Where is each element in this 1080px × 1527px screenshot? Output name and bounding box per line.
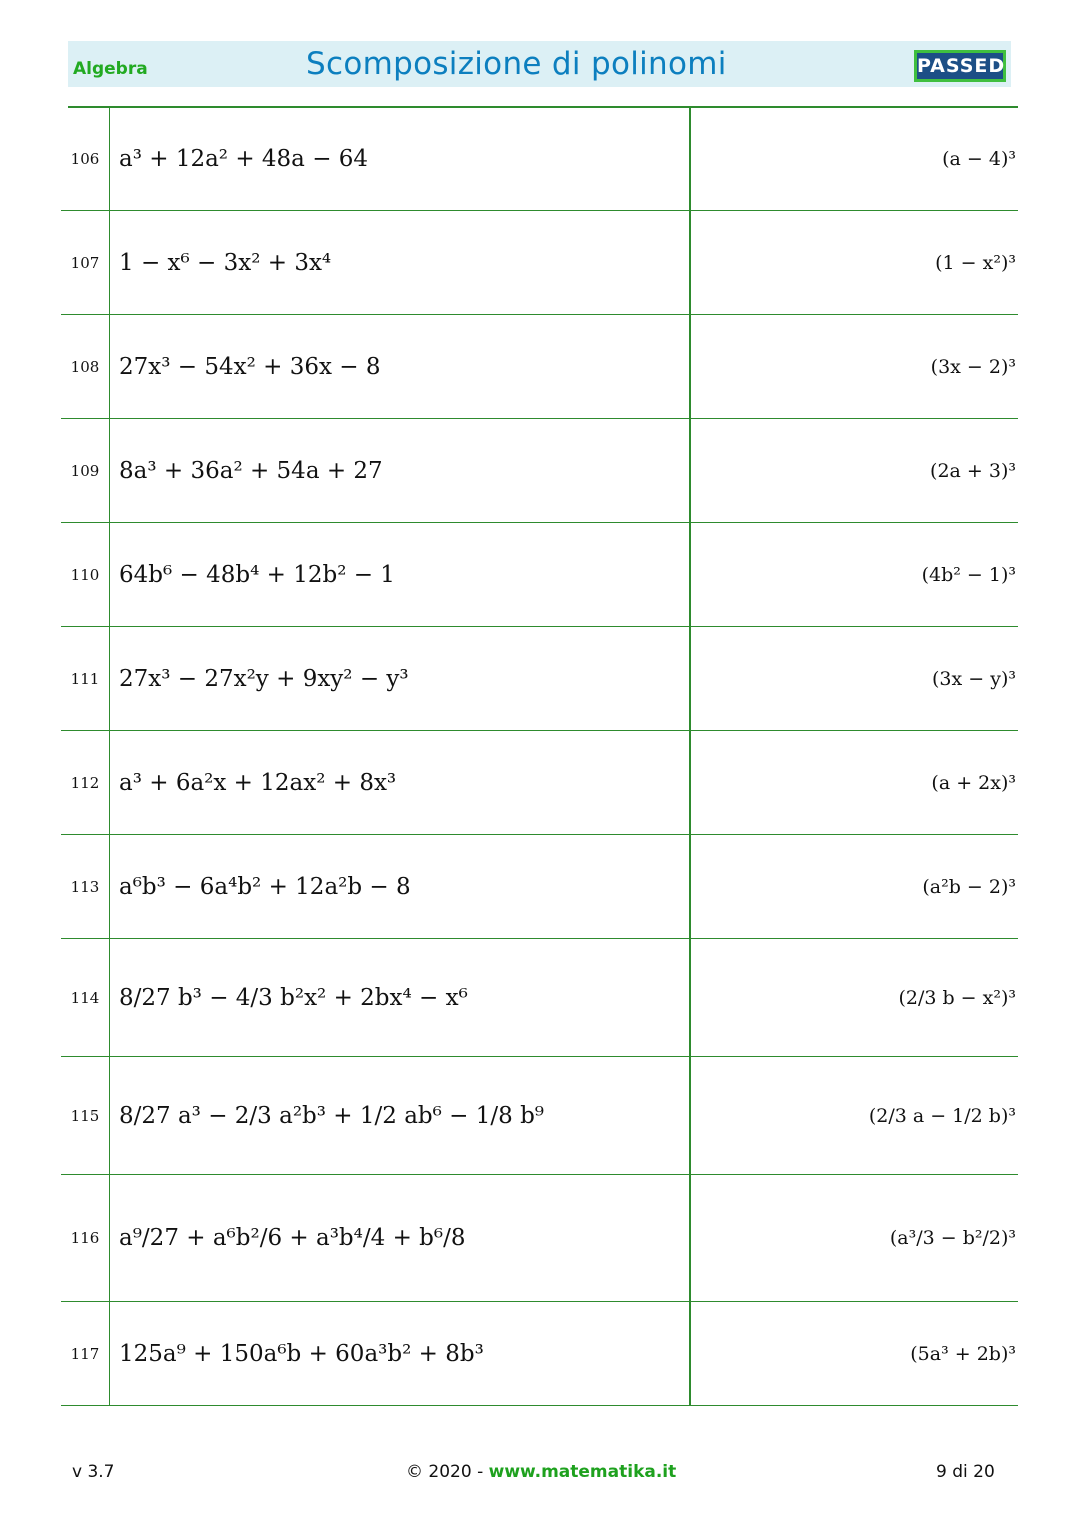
exercise-table bbox=[61, 107, 1018, 1406]
exercise-number: 106 bbox=[61, 107, 110, 210]
table-row bbox=[61, 419, 1018, 523]
exercise-number: 111 bbox=[61, 627, 110, 730]
exercise-expression: 8/27 b³ − 4/3 b²x² + 2bx⁴ − x⁶ bbox=[119, 984, 468, 1011]
exercise-expression: a³ + 6a²x + 12ax² + 8x³ bbox=[119, 769, 397, 796]
exercise-result: (3x − 2)³ bbox=[930, 355, 1016, 378]
subject-label: Algebra bbox=[73, 59, 148, 79]
exercise-number: 116 bbox=[61, 1175, 110, 1301]
table-row bbox=[61, 315, 1018, 419]
exercise-result: (a − 4)³ bbox=[942, 147, 1016, 170]
exercise-number: 110 bbox=[61, 523, 110, 626]
exercise-expression: a³ + 12a² + 48a − 64 bbox=[119, 145, 369, 172]
exercise-expression: 125a⁹ + 150a⁶b + 60a³b² + 8b³ bbox=[119, 1340, 484, 1367]
exercise-expression: 27x³ − 27x²y + 9xy² − y³ bbox=[119, 665, 409, 692]
exercise-expression: a⁹/27 + a⁶b²/6 + a³b⁴/4 + b⁶/8 bbox=[119, 1225, 466, 1251]
exercise-expression: 27x³ − 54x² + 36x − 8 bbox=[119, 353, 381, 380]
exercise-number: 112 bbox=[61, 731, 110, 834]
table-row bbox=[61, 731, 1018, 835]
table-row bbox=[61, 1175, 1018, 1302]
exercise-result: (2/3 a − 1/2 b)³ bbox=[868, 1104, 1016, 1127]
exercise-number: 109 bbox=[61, 419, 110, 522]
copyright: © 2020 - www.matematika.it bbox=[406, 1462, 677, 1482]
exercise-result: (a²b − 2)³ bbox=[922, 875, 1016, 898]
table-row bbox=[61, 211, 1018, 315]
exercise-number: 107 bbox=[61, 211, 110, 314]
exercise-result: (a + 2x)³ bbox=[931, 771, 1016, 794]
exercise-number: 117 bbox=[61, 1302, 110, 1405]
exercise-number: 108 bbox=[61, 315, 110, 418]
exercise-result: (5a³ + 2b)³ bbox=[910, 1342, 1016, 1365]
table-row bbox=[61, 627, 1018, 731]
site-link[interactable]: www.matematika.it bbox=[488, 1462, 677, 1482]
exercise-expression: 1 − x⁶ − 3x² + 3x⁴ bbox=[119, 249, 332, 276]
table-row bbox=[61, 523, 1018, 627]
page-header bbox=[68, 41, 1011, 87]
exercise-result: (2a + 3)³ bbox=[930, 459, 1016, 482]
page-title: Scomposizione di polinomi bbox=[306, 46, 727, 82]
exercise-expression: 8/27 a³ − 2/3 a²b³ + 1/2 ab⁶ − 1/8 b⁹ bbox=[119, 1102, 545, 1129]
exercise-expression: a⁶b³ − 6a⁴b² + 12a²b − 8 bbox=[119, 873, 411, 900]
exercise-result: (2/3 b − x²)³ bbox=[898, 986, 1016, 1009]
exercise-result: (4b² − 1)³ bbox=[921, 563, 1016, 586]
exercise-expression: 64b⁶ − 48b⁴ + 12b² − 1 bbox=[119, 561, 395, 588]
table-row bbox=[61, 939, 1018, 1057]
exercise-expression: 8a³ + 36a² + 54a + 27 bbox=[119, 457, 383, 484]
page-number: 9 di 20 bbox=[936, 1462, 995, 1482]
exercise-result: (1 − x²)³ bbox=[935, 251, 1016, 274]
table-row bbox=[61, 107, 1018, 211]
passed-badge: PASSED bbox=[914, 50, 1006, 82]
table-row bbox=[61, 1057, 1018, 1175]
exercise-result: (a³/3 − b²/2)³ bbox=[889, 1227, 1016, 1249]
table-row bbox=[61, 835, 1018, 939]
exercise-number: 113 bbox=[61, 835, 110, 938]
exercise-number: 114 bbox=[61, 939, 110, 1056]
exercise-number: 115 bbox=[61, 1057, 110, 1174]
table-row bbox=[61, 1302, 1018, 1406]
exercise-result: (3x − y)³ bbox=[932, 667, 1016, 690]
version-label: v 3.7 bbox=[72, 1462, 115, 1482]
